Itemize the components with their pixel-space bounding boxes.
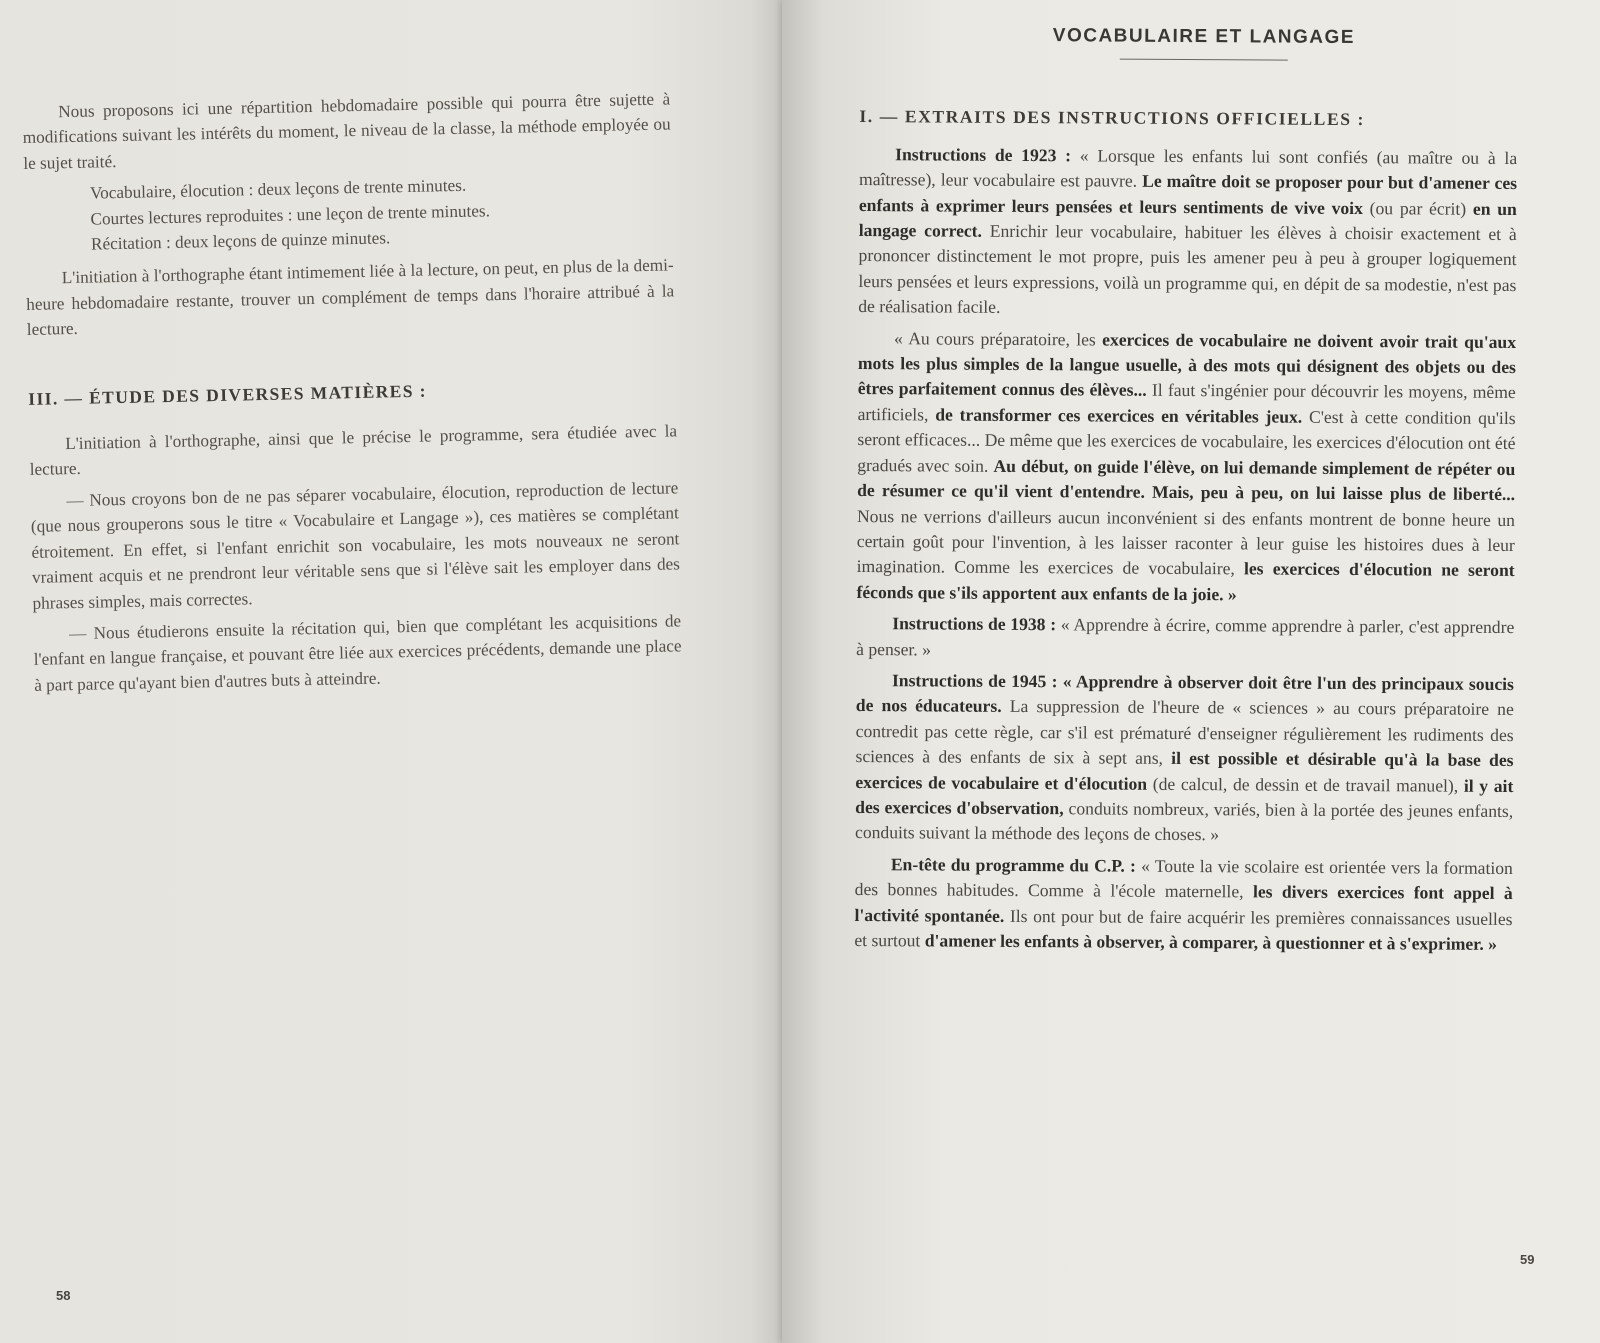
section-title-iii: III. — ÉTUDE DES DIVERSES MATIÈRES : <box>28 380 428 409</box>
page-number-right: 59 <box>1520 1252 1535 1267</box>
right-page <box>782 0 1600 1343</box>
instructions-1938: Instructions de 1938 : « Apprendre à écrire, comme apprendre à parler, c'est apprendre à penser. » <box>856 613 1515 659</box>
cours-preparatoire-quote: « Au cours préparatoire, les exercices de vocabulaire ne doivent avoir trait qu'aux mots les plus simples de la langue usuelle, à des mots qui désignent des objets ou des êtres parfaitement connus des élèves... Il faut s'ingénier pour découvrir les moyens, même artificiels, de transformer ces exercices en véritables jeux. C'est à cette condition qu'ils seront efficaces... De même que les exercices de vocabulaire, les exercices d'élocution ont été gradués avec soin. Au début, on guide l'élève, on lui demande simplement de répéter ou de résumer ce qu'il vient d'entendre. Mais, peu à peu, on lui laisse plus de liberté... Nous ne verrions d'ailleurs aucun inconvénient si des enfants montrent de bonne heure un certain goût pour l'invention, à les laisser raconter à leur guise les histoires dues à leur imagination. Comme les exercices de vocabulaire, les exercices d'élocution ne seront féconds que s'ils apportent aux enfants de la joie. » <box>856 327 1517 605</box>
section-title-i: I. — EXTRAITS DES INSTRUCTIONS OFFICIELLES : <box>859 106 1366 130</box>
label-1945: Instructions de 1945 : <box>891 670 1058 692</box>
right-page-content <box>854 22 1518 963</box>
schedule-item: Vocabulaire, élocution : deux leçons de trente minutes. <box>89 175 467 203</box>
weekly-schedule <box>90 169 673 257</box>
left-page <box>0 0 782 1343</box>
running-head: VOCABULAIRE ET LANGAGE <box>1052 25 1356 49</box>
head-rule <box>1120 59 1288 61</box>
schedule-item: Récitation : deux leçons de quinze minutes. <box>90 228 391 254</box>
left-page-content <box>22 86 683 704</box>
orthographe-paragraph: L'initiation à l'orthographe étant intimement liée à la lecture, on peut, en plus de la demi-heure hebdomadaire restante, trouver un complément de temps dans l'horaire attribué à la lecture. <box>26 255 675 340</box>
paragraph-vocabulaire-langage: — Nous croyons bon de ne pas séparer vocabulaire, élocution, reproduction de lecture (que nous grouperons sous le titre « Vocabulaire et Langage »), ces matières se complétant étroitement. En effet, si l'enfant enrichit son vocabulaire, les mots nouveaux ne seront vraiment acquis et ne prendront leur véritable sens que si l'élève sait les employer dans des phrases simples, mais correctes. <box>30 478 681 613</box>
paragraph-orthographe-lecture: L'initiation à l'orthographe, ainsi que le précise le programme, sera étudiée avec la lecture. <box>29 421 678 480</box>
label-entete: En-tête du programme du C.P. : <box>890 853 1136 876</box>
paragraph-recitation: — Nous étudierons ensuite la récitation qui, bien que complétant les acquisitions de l'enfant en langue française, et pouvant être liée aux exercices précédents, demande une place à part parce qu'ayant bien d'autres buts à atteindre. <box>33 611 682 695</box>
intro-paragraph: Nous proposons ici une répartition hebdomadaire possible qui pourra être sujette à modifications suivant les intérêts du moment, le niveau de la classe, la méthode employée ou le sujet traité. <box>22 89 671 173</box>
entete-programme-cp: En-tête du programme du C.P. : « Toute la vie scolaire est orientée vers la formation des bonnes habitudes. Comme à l'école maternelle, les divers exercices font appel à l'activité spontanée. Ils ont pour but de faire acquérir les premières connaissances usuelles et surtout d'amener les enfants à observer, à comparer, à questionner et à s'exprimer. » <box>854 853 1513 954</box>
instructions-1923: Instructions de 1923 : « Lorsque les enfants lui sont confiés (au maître ou à la maîtresse), leur vocabulaire est pauvre. Le maître doit se proposer pour but d'amener ces enfants à exprimer leurs pensées et leurs sentiments de vive voix (ou par écrit) en un langage correct. Enrichir leur vocabulaire, habituer les élèves à choisir exactement et à prononcer distinctement le mot propre, puis les amener peu à peu à grouper logiquement leurs pensées et leurs expressions, voilà un programme qui, en dépit de sa modestie, n'est pas de réalisation facile. <box>858 144 1518 318</box>
schedule-item: Courtes lectures reproduites : une leçon de trente minutes. <box>90 200 491 229</box>
page-number-left: 58 <box>56 1288 71 1303</box>
label-1923: Instructions de 1923 : <box>895 144 1072 166</box>
label-1938: Instructions de 1938 : <box>892 613 1057 635</box>
instructions-1945: Instructions de 1945 : « Apprendre à observer doit être l'un des principaux soucis de nos éducateurs. La suppression de l'heure de « sciences » au cours préparatoire ne contredit pas cette règle, car s'il est prématuré d'enseigner régulièrement les rudiments des sciences à des enfants de six à sept ans, il est possible et désirable qu'à la base des exercices de vocabulaire et d'élocution (de calcul, de dessin et de travail manuel), il y ait des exercices d'observation, conduits nombreux, variés, bien à la portée des jeunes enfants, conduits suivant la méthode des leçons de choses. » <box>854 670 1515 845</box>
